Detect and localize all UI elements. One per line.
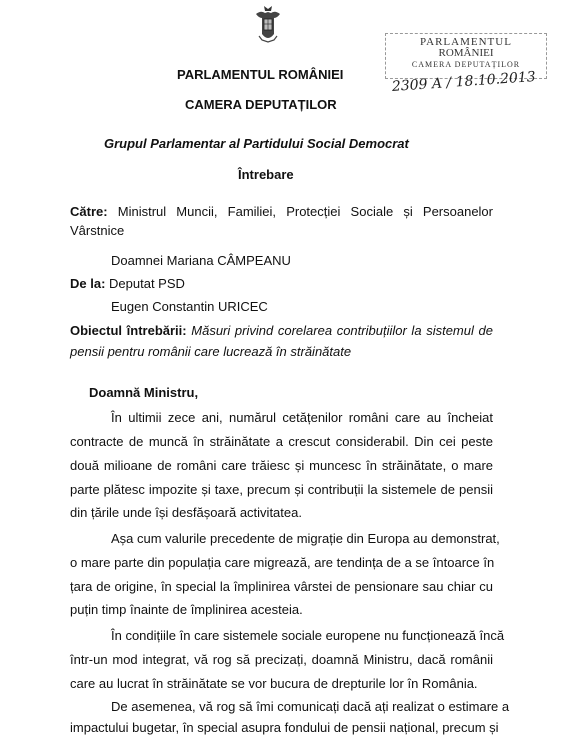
body-line-13: De asemenea, vă rog să îmi comunicați dacă ați realizat o estimare a — [111, 699, 510, 714]
recipient-label: Către: — [70, 204, 108, 219]
body-line-4: parte plătesc impozite și taxe, precum și contribuții la sistemele de pensii — [70, 482, 493, 497]
subject-line1: Măsuri privind corelarea contribuțiilor la sistemul de — [191, 323, 493, 338]
sender-line — [70, 276, 185, 291]
body-line-8: țara de origine, în special la împlinirea vârstei de pensionare sau chiar cu — [70, 579, 493, 594]
salutation: Doamnă Ministru, — [89, 385, 199, 400]
romania-coat-of-arms-icon — [253, 4, 283, 44]
body-line-6: Așa cum valurile precedente de migrație din Europa au demonstrat, — [111, 531, 500, 546]
sender-value: Deputat PSD — [109, 276, 185, 291]
body-line-10: În condițiile în care sistemele sociale europene nu funcționează încă — [111, 628, 505, 643]
body-line-1: În ultimii zece ani, numărul cetățenilor români care au încheiat — [111, 410, 493, 425]
stamp-line2: ROMÂNIEI — [438, 47, 494, 59]
title-chamber: CAMERA DEPUTAȚILOR — [185, 97, 337, 112]
stamp-line1: PARLAMENTUL — [420, 36, 512, 48]
body-line-14: impactului bugetar, în special asupra fondului de pensii național, precum și — [70, 720, 499, 735]
body-line-5: din țările unde își desfășoară activitatea. — [70, 505, 302, 520]
body-line-2: contracte de muncă în străinătate a crescut considerabil. Din cei peste — [70, 434, 493, 449]
subject-label: Obiectul întrebării: — [70, 323, 187, 338]
body-line-12: care au lucrat în străinătate se vor bucura de drepturile lor în România. — [70, 676, 478, 691]
body-line-3: două milioane de români care trăiesc și muncesc în străinătate, o mare — [70, 458, 493, 473]
body-line-9: puțin timp înainte de împlinirea acesteia. — [70, 602, 303, 617]
subject-line — [70, 323, 493, 338]
subject-line2: pensii pentru românii care lucrează în străinătate — [70, 344, 352, 359]
body-line-7: o mare parte din populația care migrează, are tendința de a se întoarce în — [70, 555, 495, 570]
recipient-line2: Vârstnice — [70, 223, 125, 238]
stamp-line3: CAMERA DEPUTAȚILOR — [411, 60, 521, 69]
recipient-line1: Ministrul Muncii, Familiei, Protecției Sociale și Persoanelor — [117, 204, 493, 219]
sender-person: Eugen Constantin URICEC — [111, 299, 268, 314]
body-line-11: într-un mod integrat, vă rog să precizați, doamnă Ministru, dacă românii — [70, 652, 493, 667]
group-title: Grupul Parlamentar al Partidului Social Democrat — [104, 136, 409, 151]
document-type: Întrebare — [238, 167, 294, 182]
title-parliament: PARLAMENTUL ROMÂNIEI — [177, 67, 344, 82]
registration-number: 2309 A / 18.10.2013 — [391, 68, 537, 95]
recipient-person: Doamnei Mariana CÂMPEANU — [111, 253, 291, 268]
sender-label: De la: — [70, 276, 106, 291]
recipient-line — [70, 204, 493, 219]
